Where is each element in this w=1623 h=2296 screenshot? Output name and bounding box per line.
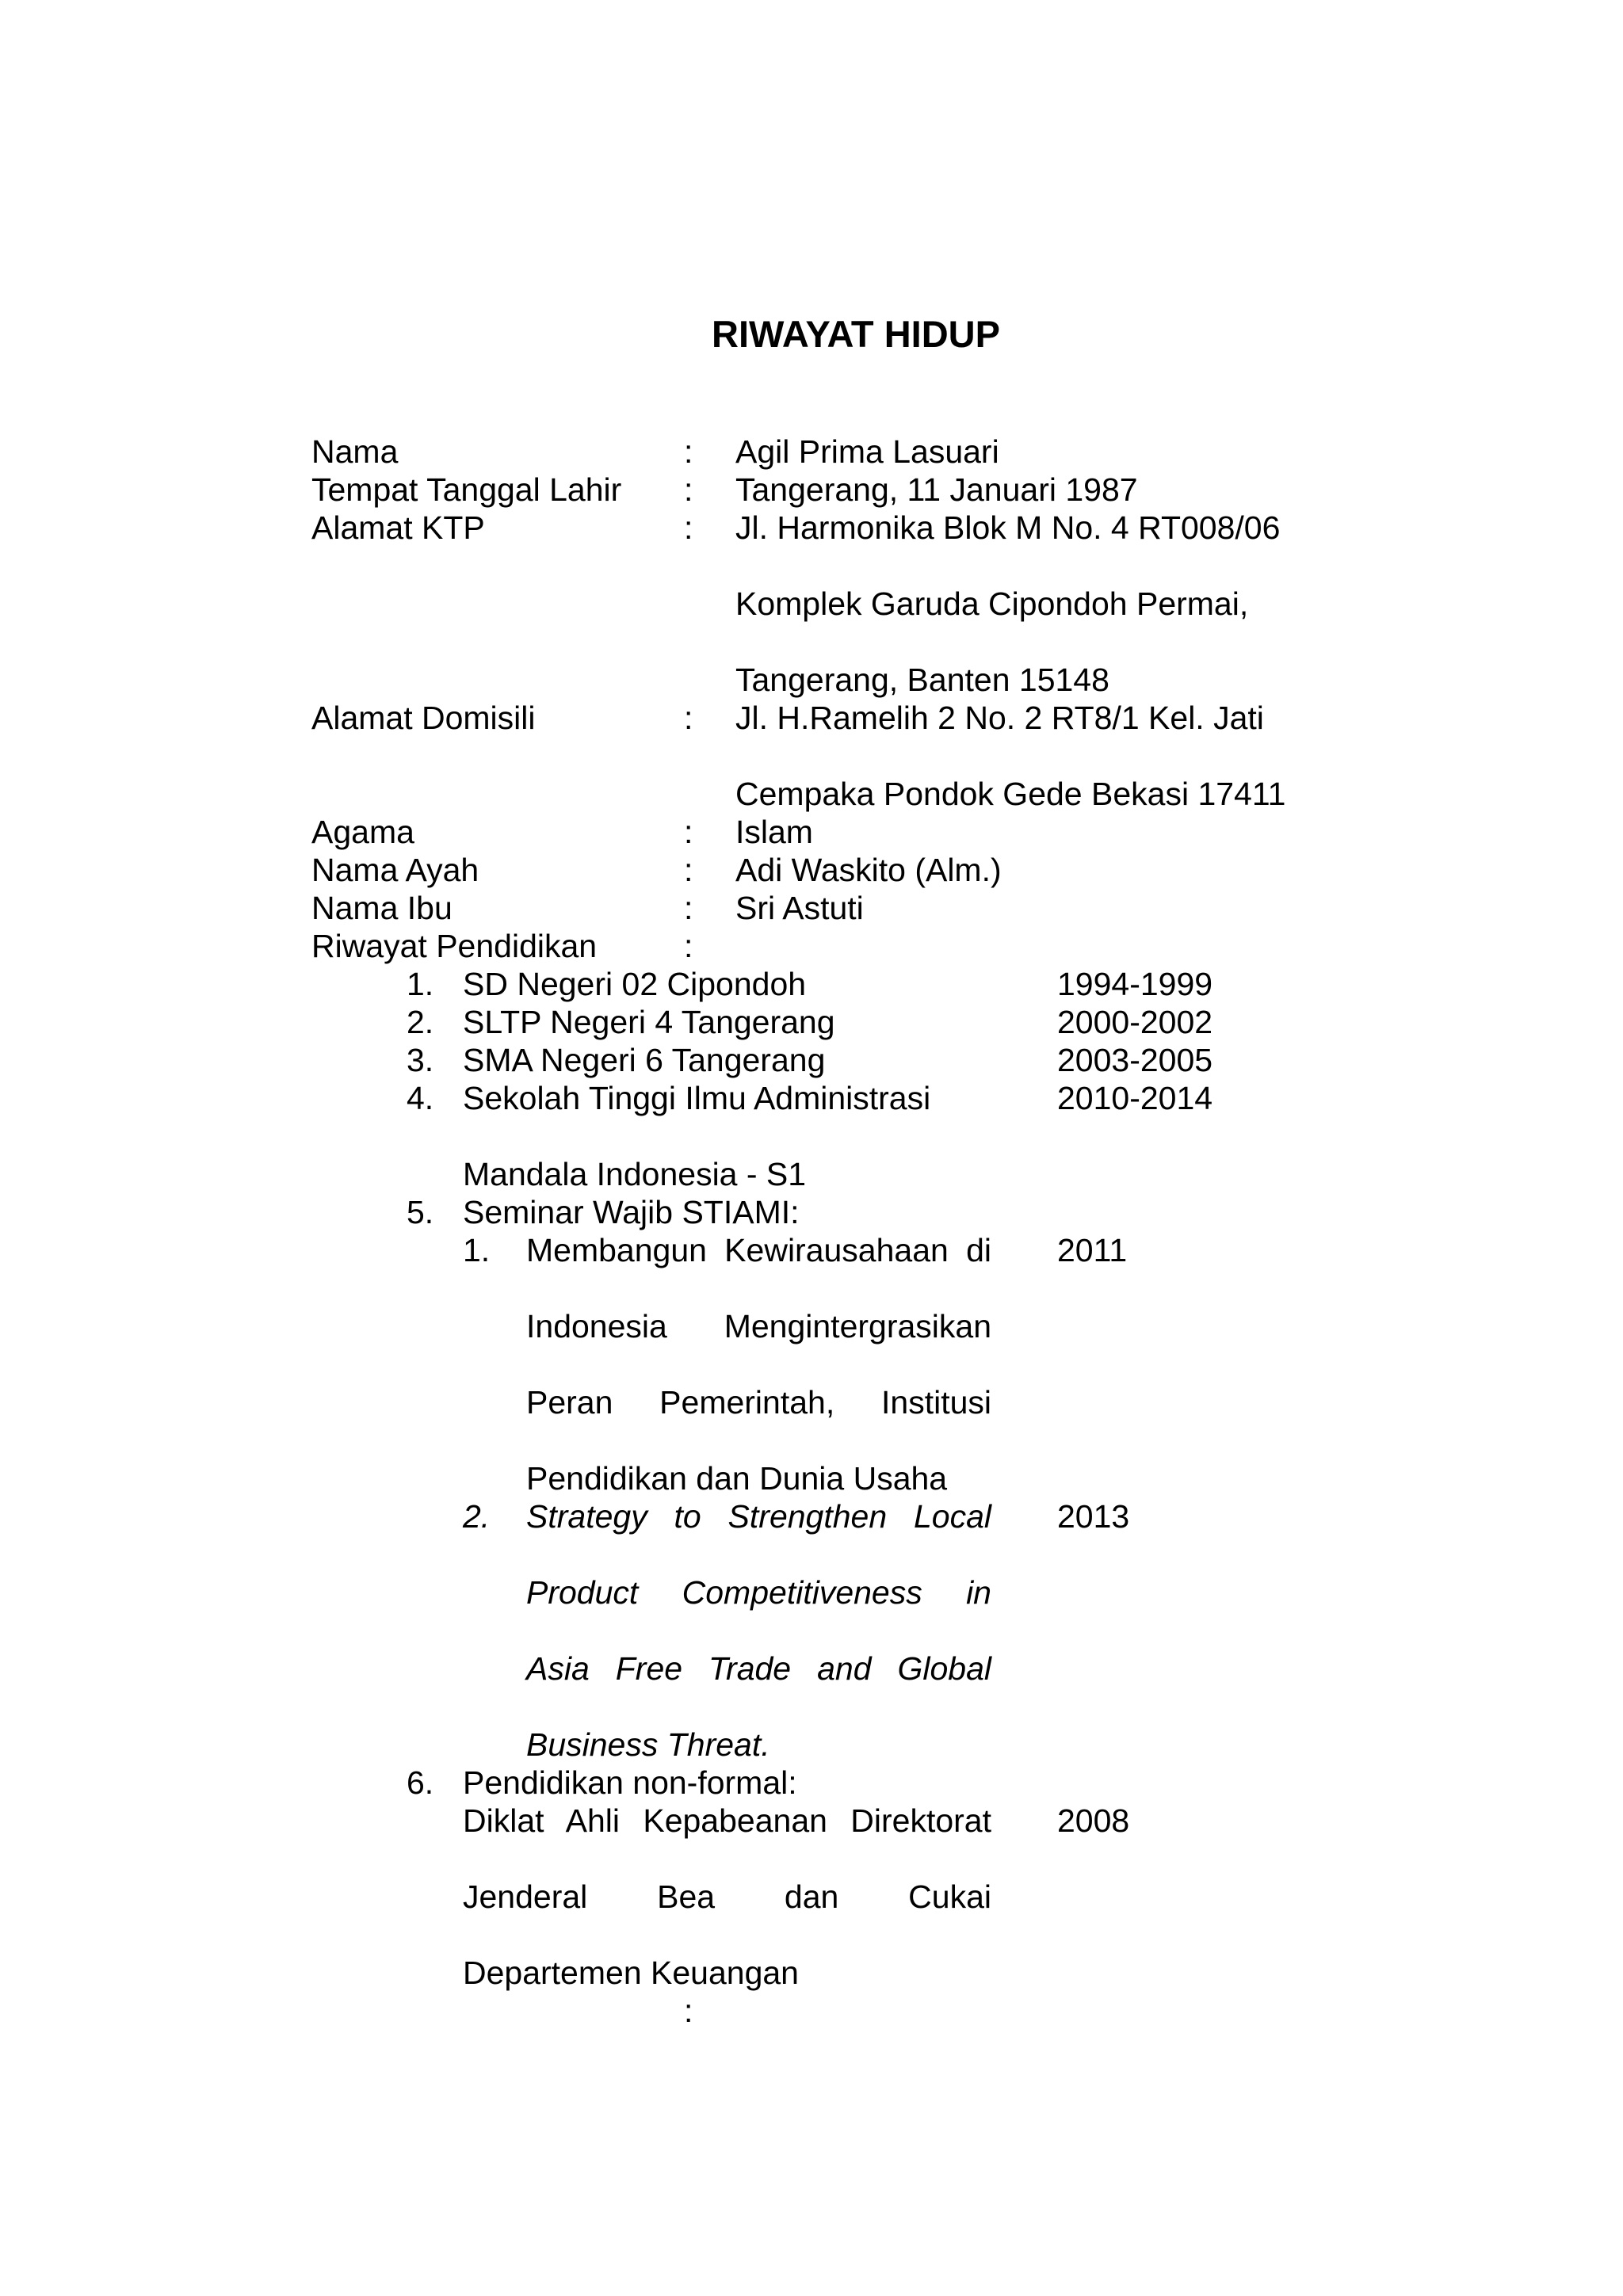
nonformal-year: 2008 xyxy=(1057,1802,1130,1839)
education-item: Pendidikan non-formal: xyxy=(463,1764,797,1801)
list-number: 2. xyxy=(407,1004,434,1040)
ktp-label: Alamat KTP xyxy=(311,509,485,546)
father-label: Nama Ayah xyxy=(311,852,479,888)
colon: : xyxy=(684,509,693,546)
seminar-year: 2013 xyxy=(1057,1498,1130,1535)
colon: : xyxy=(684,890,693,926)
birth-label: Tempat Tanggal Lahir xyxy=(311,471,622,508)
seminar-line: Product Competitiveness in xyxy=(526,1574,991,1611)
ktp-line: Jl. Harmonika Blok M No. 4 RT008/06 xyxy=(735,509,1281,546)
colon: : xyxy=(684,700,693,736)
domisili-line: Jl. H.Ramelih 2 No. 2 RT8/1 Kel. Jati xyxy=(735,700,1264,736)
nonformal-line: Jenderal Bea dan Cukai xyxy=(463,1878,991,1915)
education-item-continued: Mandala Indonesia - S1 xyxy=(463,1156,807,1192)
colon: : xyxy=(684,814,693,850)
list-number: 3. xyxy=(407,1042,434,1078)
colon: : xyxy=(684,1993,693,2029)
seminar-line: Asia Free Trade and Global xyxy=(526,1650,991,1687)
colon: : xyxy=(684,928,693,964)
seminar-year: 2011 xyxy=(1057,1232,1128,1268)
seminar-line: Indonesia Mengintergrasikan xyxy=(526,1308,991,1344)
name-label: Nama xyxy=(311,433,399,470)
education-item: SD Negeri 02 Cipondoh xyxy=(463,966,807,1002)
religion-label: Agama xyxy=(311,814,414,850)
list-number: 4. xyxy=(407,1080,434,1116)
colon: : xyxy=(684,852,693,888)
education-item: SMA Negeri 6 Tangerang xyxy=(463,1042,826,1078)
education-years: 2003-2005 xyxy=(1057,1042,1213,1078)
nonformal-line: Diklat Ahli Kepabeanan Direktorat xyxy=(463,1802,991,1839)
list-number: 2. xyxy=(463,1498,491,1535)
seminar-line: Peran Pemerintah, Institusi xyxy=(526,1384,991,1421)
mother-label: Nama Ibu xyxy=(311,890,453,926)
nonformal-line: Departemen Keuangan xyxy=(463,1955,799,1991)
list-number: 1. xyxy=(407,966,434,1002)
religion-value: Islam xyxy=(735,814,813,850)
seminar-line: Pendidikan dan Dunia Usaha xyxy=(526,1460,948,1497)
education-years: 2000-2002 xyxy=(1057,1004,1213,1040)
name-value: Agil Prima Lasuari xyxy=(735,433,999,470)
page-title: RIWAYAT HIDUP xyxy=(712,313,1000,355)
list-number: 6. xyxy=(407,1764,434,1801)
education-item: Seminar Wajib STIAMI: xyxy=(463,1194,800,1230)
colon: : xyxy=(684,433,693,470)
education-item: Sekolah Tinggi Ilmu Administrasi xyxy=(463,1080,931,1116)
education-item: SLTP Negeri 4 Tangerang xyxy=(463,1004,835,1040)
list-number: 1. xyxy=(463,1232,491,1268)
education-years: 1994-1999 xyxy=(1057,966,1213,1002)
mother-value: Sri Astuti xyxy=(735,890,864,926)
seminar-line: Strategy to Strengthen Local xyxy=(526,1498,991,1535)
ktp-line: Komplek Garuda Cipondoh Permai, xyxy=(735,585,1249,622)
list-number: 5. xyxy=(407,1194,434,1230)
father-value: Adi Waskito (Alm.) xyxy=(735,852,1002,888)
education-label: Riwayat Pendidikan xyxy=(311,928,598,964)
birth-value: Tangerang, 11 Januari 1987 xyxy=(735,471,1138,508)
colon: : xyxy=(684,471,693,508)
domisili-label: Alamat Domisili xyxy=(311,700,536,736)
ktp-line: Tangerang, Banten 15148 xyxy=(735,662,1109,698)
seminar-line: Business Threat. xyxy=(526,1726,770,1763)
seminar-line: Membangun Kewirausahaan di xyxy=(526,1232,991,1268)
domisili-line: Cempaka Pondok Gede Bekasi 17411 xyxy=(735,776,1286,812)
education-years: 2010-2014 xyxy=(1057,1080,1213,1116)
